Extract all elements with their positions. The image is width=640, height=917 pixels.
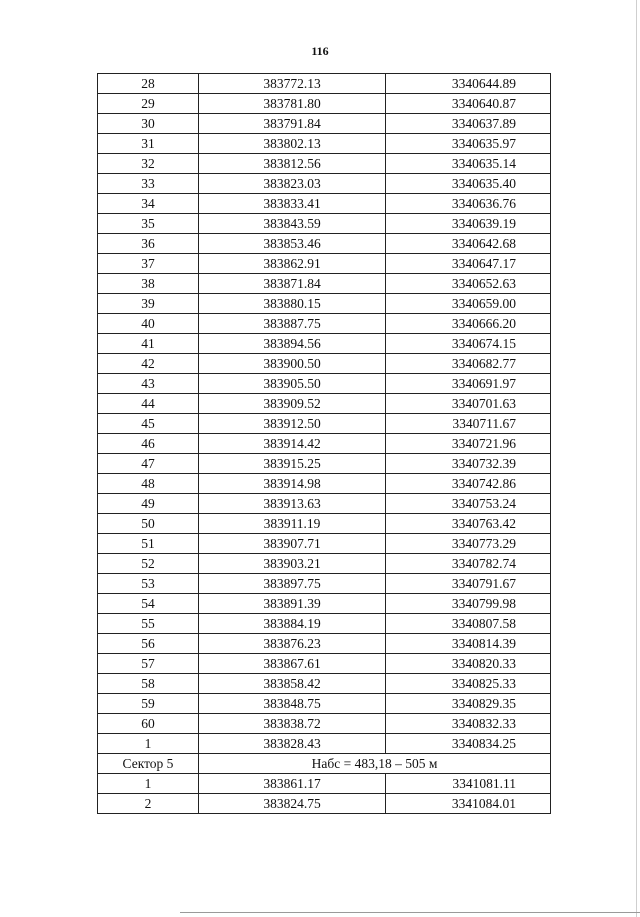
point-number-cell: 44 (98, 394, 199, 414)
point-number-cell: 54 (98, 594, 199, 614)
y-coordinate-cell: 3340637.89 (386, 114, 551, 134)
point-number-cell: 33 (98, 174, 199, 194)
point-number-cell: 53 (98, 574, 199, 594)
y-coordinate-cell: 3340636.76 (386, 194, 551, 214)
x-coordinate-cell: 383802.13 (199, 134, 386, 154)
scan-edge-right (636, 0, 637, 917)
sector-header-row (98, 754, 551, 774)
point-number-cell: 39 (98, 294, 199, 314)
table-row (98, 534, 551, 554)
x-coordinate-cell: 383876.23 (199, 634, 386, 654)
y-coordinate-cell: 3340639.19 (386, 214, 551, 234)
x-coordinate-cell: 383897.75 (199, 574, 386, 594)
point-number-cell: 38 (98, 274, 199, 294)
y-coordinate-cell: 3340825.33 (386, 674, 551, 694)
x-coordinate-cell: 383891.39 (199, 594, 386, 614)
sector-elevation-info: Набс = 483,18 – 505 м (199, 754, 551, 774)
point-number-cell: 35 (98, 214, 199, 234)
y-coordinate-cell: 3340647.17 (386, 254, 551, 274)
x-coordinate-cell: 383843.59 (199, 214, 386, 234)
point-number-cell: 34 (98, 194, 199, 214)
table-row (98, 234, 551, 254)
table-row (98, 74, 551, 94)
table-row (98, 474, 551, 494)
table-row (98, 574, 551, 594)
table-row (98, 414, 551, 434)
point-number-cell: 36 (98, 234, 199, 254)
y-coordinate-cell: 3340834.25 (386, 734, 551, 754)
x-coordinate-cell: 383903.21 (199, 554, 386, 574)
x-coordinate-cell: 383838.72 (199, 714, 386, 734)
table-row (98, 154, 551, 174)
point-number-cell: 28 (98, 74, 199, 94)
table-row (98, 134, 551, 154)
table-row (98, 254, 551, 274)
x-coordinate-cell: 383884.19 (199, 614, 386, 634)
table-row (98, 554, 551, 574)
point-number-cell: 50 (98, 514, 199, 534)
y-coordinate-cell: 3340711.67 (386, 414, 551, 434)
x-coordinate-cell: 383862.91 (199, 254, 386, 274)
point-number-cell: 37 (98, 254, 199, 274)
scan-edge-bottom (180, 912, 640, 913)
table-row (98, 654, 551, 674)
x-coordinate-cell: 383861.17 (199, 774, 386, 794)
y-coordinate-cell: 3340642.68 (386, 234, 551, 254)
x-coordinate-cell: 383880.15 (199, 294, 386, 314)
x-coordinate-cell: 383914.42 (199, 434, 386, 454)
y-coordinate-cell: 3340814.39 (386, 634, 551, 654)
table-row (98, 434, 551, 454)
point-number-cell: 56 (98, 634, 199, 654)
point-number-cell: 57 (98, 654, 199, 674)
point-number-cell: 41 (98, 334, 199, 354)
coordinates-table (97, 73, 551, 814)
table-row (98, 614, 551, 634)
x-coordinate-cell: 383853.46 (199, 234, 386, 254)
point-number-cell: 58 (98, 674, 199, 694)
y-coordinate-cell: 3340691.97 (386, 374, 551, 394)
x-coordinate-cell: 383858.42 (199, 674, 386, 694)
x-coordinate-cell: 383791.84 (199, 114, 386, 134)
table-row (98, 174, 551, 194)
table-row (98, 594, 551, 614)
point-number-cell: 46 (98, 434, 199, 454)
x-coordinate-cell: 383828.43 (199, 734, 386, 754)
point-number-cell: 43 (98, 374, 199, 394)
y-coordinate-cell: 3340721.96 (386, 434, 551, 454)
table-row (98, 794, 551, 814)
y-coordinate-cell: 3340640.87 (386, 94, 551, 114)
y-coordinate-cell: 3340701.63 (386, 394, 551, 414)
table-row (98, 514, 551, 534)
point-number-cell: 32 (98, 154, 199, 174)
x-coordinate-cell: 383907.71 (199, 534, 386, 554)
point-number-cell: 1 (98, 774, 199, 794)
sector-label: Сектор 5 (98, 754, 199, 774)
y-coordinate-cell: 3341084.01 (386, 794, 551, 814)
x-coordinate-cell: 383824.75 (199, 794, 386, 814)
table-row (98, 274, 551, 294)
y-coordinate-cell: 3340832.33 (386, 714, 551, 734)
x-coordinate-cell: 383911.19 (199, 514, 386, 534)
x-coordinate-cell: 383781.80 (199, 94, 386, 114)
y-coordinate-cell: 3340820.33 (386, 654, 551, 674)
point-number-cell: 31 (98, 134, 199, 154)
x-coordinate-cell: 383900.50 (199, 354, 386, 374)
y-coordinate-cell: 3340753.24 (386, 494, 551, 514)
y-coordinate-cell: 3340635.14 (386, 154, 551, 174)
point-number-cell: 29 (98, 94, 199, 114)
point-number-cell: 52 (98, 554, 199, 574)
y-coordinate-cell: 3340666.20 (386, 314, 551, 334)
x-coordinate-cell: 383887.75 (199, 314, 386, 334)
table-row (98, 634, 551, 654)
table-row (98, 354, 551, 374)
point-number-cell: 40 (98, 314, 199, 334)
x-coordinate-cell: 383909.52 (199, 394, 386, 414)
table-row (98, 674, 551, 694)
table-row (98, 214, 551, 234)
point-number-cell: 45 (98, 414, 199, 434)
x-coordinate-cell: 383823.03 (199, 174, 386, 194)
point-number-cell: 60 (98, 714, 199, 734)
table-row (98, 334, 551, 354)
y-coordinate-cell: 3340782.74 (386, 554, 551, 574)
table-row (98, 294, 551, 314)
point-number-cell: 30 (98, 114, 199, 134)
x-coordinate-cell: 383772.13 (199, 74, 386, 94)
point-number-cell: 51 (98, 534, 199, 554)
point-number-cell: 59 (98, 694, 199, 714)
y-coordinate-cell: 3340635.97 (386, 134, 551, 154)
y-coordinate-cell: 3340773.29 (386, 534, 551, 554)
coordinates-table-body (98, 74, 551, 814)
table-row (98, 734, 551, 754)
y-coordinate-cell: 3340791.67 (386, 574, 551, 594)
y-coordinate-cell: 3340674.15 (386, 334, 551, 354)
table-row (98, 454, 551, 474)
point-number-cell: 55 (98, 614, 199, 634)
table-row (98, 494, 551, 514)
point-number-cell: 42 (98, 354, 199, 374)
table-row (98, 94, 551, 114)
table-row (98, 374, 551, 394)
point-number-cell: 49 (98, 494, 199, 514)
point-number-cell: 2 (98, 794, 199, 814)
x-coordinate-cell: 383915.25 (199, 454, 386, 474)
y-coordinate-cell: 3340799.98 (386, 594, 551, 614)
table-row (98, 774, 551, 794)
table-row (98, 714, 551, 734)
x-coordinate-cell: 383905.50 (199, 374, 386, 394)
point-number-cell: 48 (98, 474, 199, 494)
x-coordinate-cell: 383913.63 (199, 494, 386, 514)
y-coordinate-cell: 3340742.86 (386, 474, 551, 494)
table-row (98, 314, 551, 334)
page-number: 116 (311, 44, 329, 58)
y-coordinate-cell: 3340829.35 (386, 694, 551, 714)
y-coordinate-cell: 3340644.89 (386, 74, 551, 94)
y-coordinate-cell: 3341081.11 (386, 774, 551, 794)
x-coordinate-cell: 383867.61 (199, 654, 386, 674)
x-coordinate-cell: 383848.75 (199, 694, 386, 714)
point-number-cell: 1 (98, 734, 199, 754)
table-row (98, 694, 551, 714)
table-row (98, 114, 551, 134)
table-row (98, 394, 551, 414)
table-row (98, 194, 551, 214)
y-coordinate-cell: 3340763.42 (386, 514, 551, 534)
y-coordinate-cell: 3340682.77 (386, 354, 551, 374)
x-coordinate-cell: 383894.56 (199, 334, 386, 354)
point-number-cell: 47 (98, 454, 199, 474)
y-coordinate-cell: 3340635.40 (386, 174, 551, 194)
x-coordinate-cell: 383812.56 (199, 154, 386, 174)
x-coordinate-cell: 383871.84 (199, 274, 386, 294)
x-coordinate-cell: 383912.50 (199, 414, 386, 434)
y-coordinate-cell: 3340807.58 (386, 614, 551, 634)
x-coordinate-cell: 383833.41 (199, 194, 386, 214)
x-coordinate-cell: 383914.98 (199, 474, 386, 494)
y-coordinate-cell: 3340652.63 (386, 274, 551, 294)
y-coordinate-cell: 3340659.00 (386, 294, 551, 314)
y-coordinate-cell: 3340732.39 (386, 454, 551, 474)
